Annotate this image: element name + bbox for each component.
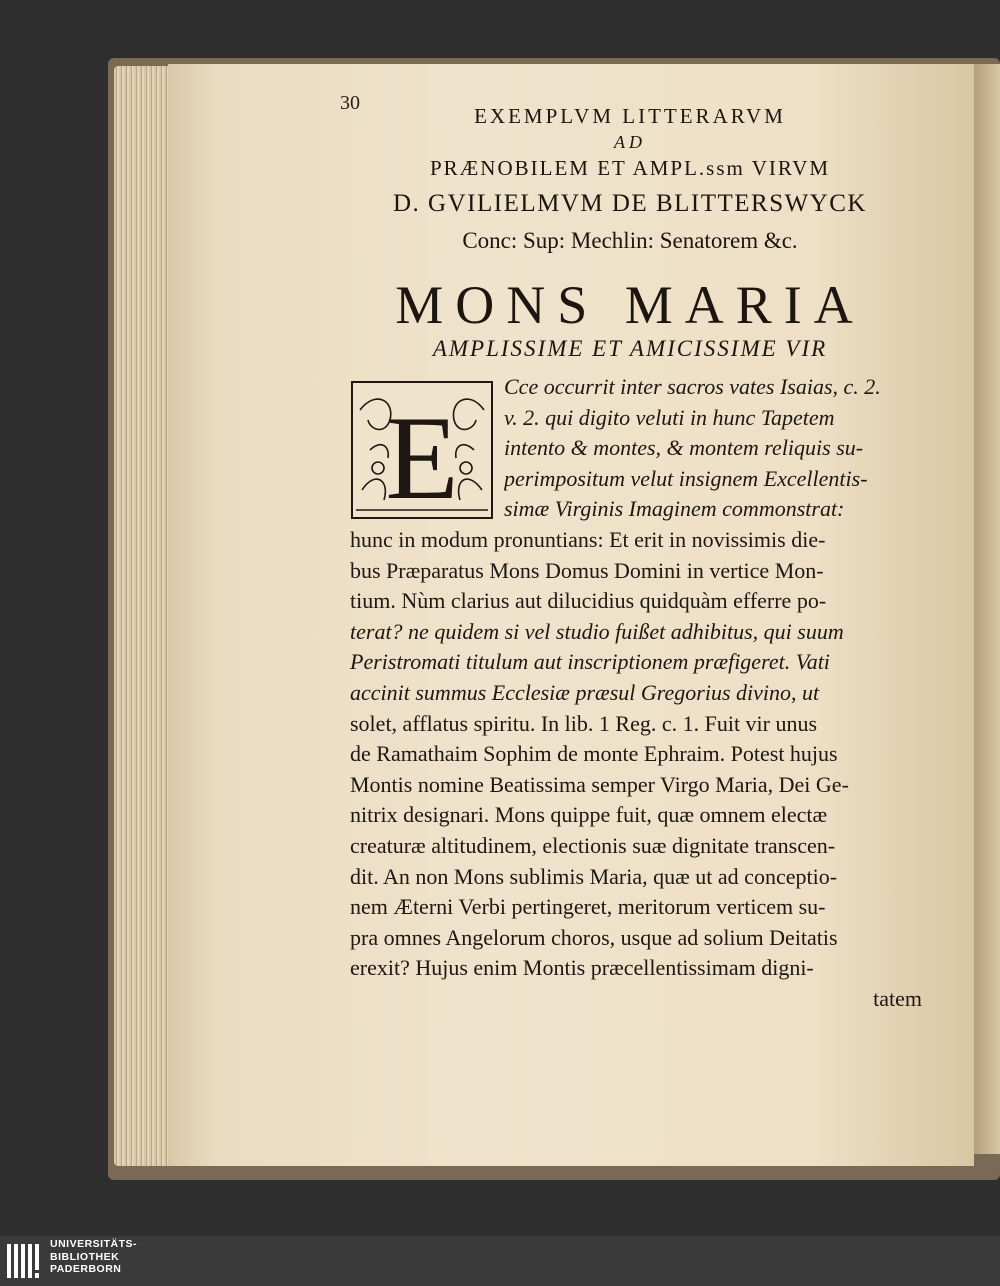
text-line: hunc in modum pronuntians: Et erit in novissimis die- <box>350 527 826 552</box>
catchword: tatem <box>873 985 922 1011</box>
decorated-initial-icon <box>350 380 494 520</box>
text-beside-initial <box>504 372 924 525</box>
page-title: MONS MARIA <box>395 275 865 335</box>
library-logo-icon <box>6 1240 44 1282</box>
text-line: simæ Virginis Imaginem commonstrat: <box>504 496 845 522</box>
text-line: terat? ne quidem si vel studio fuißet adhibitus, qui suum <box>350 618 844 644</box>
text-line: pra omnes Angelorum choros, usque ad solium Deitatis <box>350 924 838 950</box>
logo-line-1: UNIVERSITÄTS- <box>50 1238 138 1250</box>
salutation: AMPLISSIME ET AMICISSIME VIR <box>432 336 828 361</box>
text-line: dit. An non Mons sublimis Maria, quæ ut ad conceptio- <box>350 863 838 889</box>
text-line: nem Æterni Verbi pertingeret, meritorum verticem su- <box>350 894 826 920</box>
main-text <box>350 525 922 1015</box>
page-number: 30 <box>340 92 360 114</box>
text-line: erexit? Hujus enim Montis præcellentissimam digni- <box>350 955 814 981</box>
text-line: accinit summus Ecclesiæ præsul Gregorius divino, ut <box>350 679 820 705</box>
footer-bar <box>0 1236 1000 1286</box>
logo-line-3: PADERBORN <box>50 1263 122 1275</box>
text-line: creaturæ altitudinem, electionis suæ dignitate transcen- <box>350 832 836 858</box>
text-line: Montis nomine Beatissima semper Virgo Maria, Dei Ge- <box>350 771 849 797</box>
text-line: Cce occurrit inter sacros vates Isaias, c. 2. <box>504 374 881 399</box>
page-edges <box>114 66 174 1166</box>
logo-line-2: BIBLIOTHEK <box>50 1250 120 1263</box>
heading-line-5: Conc: Sup: Mechlin: Senatorem &c. <box>462 228 798 253</box>
text-line: tium. Nùm clarius aut dilucidius quidquàm efferre po- <box>350 588 827 614</box>
facing-page-edge <box>974 64 1000 1154</box>
text-line: intento & montes, & montem reliquis su- <box>504 435 864 461</box>
text-line: perimpositum velut insignem Excellentis- <box>504 465 868 491</box>
heading-line-4: D. GVILIELMVM DE BLITTERSWYCK <box>392 190 867 217</box>
heading-line-2: AD <box>614 132 646 152</box>
text-line: nitrix designari. Mons quippe fuit, quæ omnem electæ <box>350 802 828 828</box>
text-line: de Ramathaim Sophim de monte Ephraim. Potest hujus <box>350 741 838 767</box>
text-line: v. 2. qui digito veluti in hunc Tapetem <box>504 404 835 430</box>
initial-letter: E <box>385 391 459 520</box>
heading-line-3: PRÆNOBILEM ET AMPL.ssm VIRVM <box>429 156 831 180</box>
text-line: Peristromati titulum aut inscriptionem præfigeret. Vati <box>350 649 830 675</box>
library-logo-text <box>50 1238 137 1276</box>
heading-line-1: EXEMPLVM LITTERARVM <box>474 104 786 128</box>
text-line: bus Præparatus Mons Domus Domini in vertice Mon- <box>350 557 824 583</box>
text-line: solet, afflatus spiritu. In lib. 1 Reg. c. 1. Fuit vir unus <box>350 710 818 736</box>
